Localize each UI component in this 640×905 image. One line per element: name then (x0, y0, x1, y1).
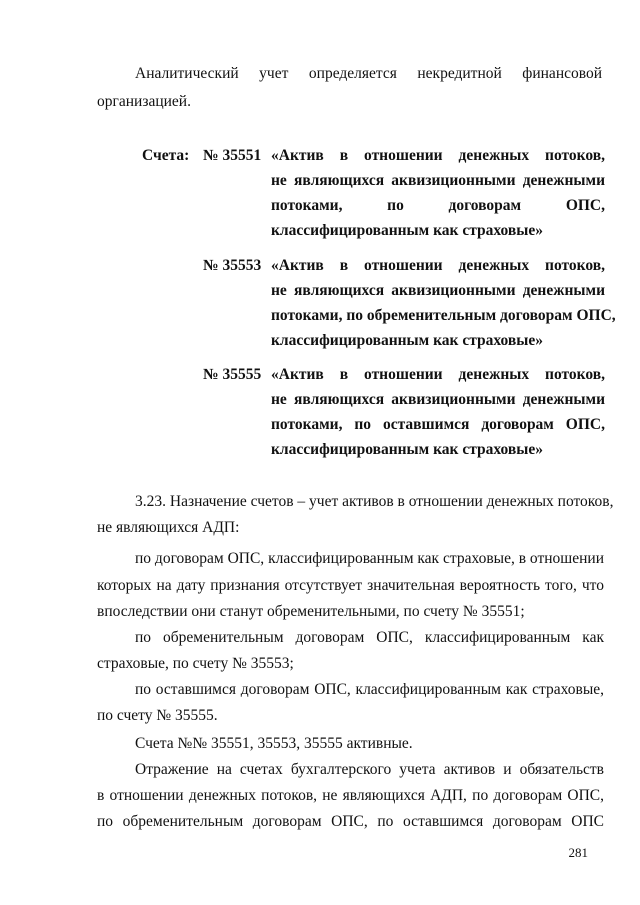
intro-line-2: организацией. (97, 93, 191, 110)
page-number: 281 (568, 845, 588, 860)
account-title-line: «Актив в отношении денежных потоков, (271, 147, 605, 164)
account-title-line: «Актив в отношении денежных потоков, (271, 366, 605, 383)
intro-line-1: Аналитический учет определяется некредитной финансовой (135, 65, 602, 82)
account-title-line: не являющихся аквизиционными денежными (271, 391, 605, 408)
account-title-line: потоками, по договорам ОПС, (271, 197, 605, 214)
account-title-line: классифицированным как страховые» (271, 222, 544, 239)
paragraph-line: по обременительным договорам ОПС, классифицированным как (135, 629, 604, 646)
account-number: № 35551 (203, 147, 262, 164)
paragraph-line: страховые, по счету № 35553; (97, 655, 294, 672)
account-title-line: классифицированным как страховые» (271, 332, 544, 349)
paragraph-line: по договорам ОПС, классифицированным как страховые, в отношении (135, 550, 604, 567)
paragraph-line: по счету № 35555. (97, 707, 218, 724)
account-title-line: не являющихся аквизиционными денежными (271, 282, 605, 299)
account-title-line: классифицированным как страховые» (271, 441, 544, 458)
paragraph-line: по обременительным договорам ОПС, по оставшимся договорам ОПС (97, 813, 604, 830)
account-title-line: потоками, по оставшимся договорам ОПС, (271, 416, 605, 433)
accounts-label: Счета: (142, 147, 190, 164)
account-number: № 35555 (203, 366, 262, 383)
account-title-line: потоками, по обременительным договорам ОПС, (271, 307, 616, 324)
paragraph-line: Отражение на счетах бухгалтерского учета активов и обязательств (135, 761, 604, 778)
section-title-line-2: не являющихся АДП: (97, 519, 240, 536)
section-title-line-1: 3.23. Назначение счетов – учет активов в отношении денежных потоков, (135, 493, 614, 510)
account-title-line: не являющихся аквизиционными денежными (271, 172, 605, 189)
paragraph-line: которых на дату признания отсутствует значительная вероятность того, что (97, 577, 604, 594)
paragraph-line: по оставшимся договорам ОПС, классифицированным как страховые, (135, 681, 604, 698)
paragraph-line: впоследствии они станут обременительными, по счету № 35551; (97, 603, 525, 620)
account-number: № 35553 (203, 257, 262, 274)
account-title-line: «Актив в отношении денежных потоков, (271, 257, 605, 274)
paragraph-line: Счета №№ 35551, 35553, 35555 активные. (135, 735, 413, 752)
paragraph-line: в отношении денежных потоков, не являющихся АДП, по договорам ОПС, (97, 787, 604, 804)
